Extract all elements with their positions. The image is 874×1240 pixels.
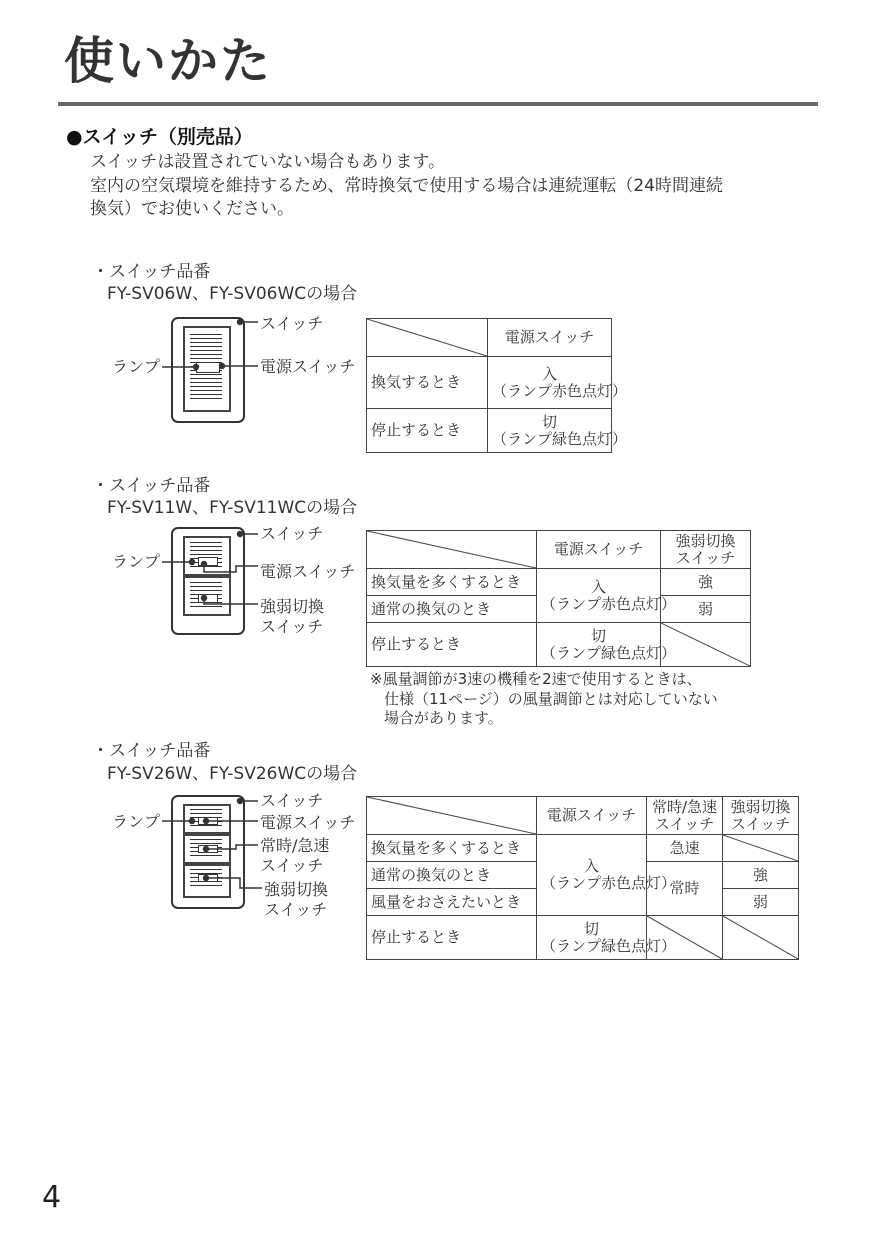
model-codes: FY-SV11W、FY-SV11WCの場合: [107, 498, 358, 518]
callout-rapid-switch: 常時/急速: [260, 836, 330, 855]
corner-cell: [367, 531, 537, 569]
header-rapid-switch: 常時/急速 スイッチ: [647, 797, 723, 835]
rapid-cell: 急速: [647, 835, 723, 862]
state-cell: 入 （ランプ赤色点灯）: [537, 835, 647, 916]
callout-switch: スイッチ: [260, 791, 324, 810]
page-title: 使いかた: [64, 32, 272, 90]
state-cell: 切 （ランプ緑色点灯）: [537, 623, 661, 667]
row-label: 停止するとき: [367, 409, 488, 453]
lamp-indicator: [198, 817, 218, 825]
row-label: 停止するとき: [367, 916, 537, 960]
page-number: 4: [42, 1180, 62, 1215]
title-divider: [58, 102, 818, 106]
note-line: 仕様（11ページ）の風量調節とは対応していない: [384, 690, 718, 708]
na-cell: [647, 916, 723, 960]
callout-power-switch: 電源スイッチ: [260, 357, 356, 376]
callout-lamp: ランプ: [112, 357, 161, 376]
row-label: 通常の換気のとき: [367, 862, 537, 889]
strength-cell: 強: [661, 569, 751, 596]
state-cell: 入 （ランプ赤色点灯）: [537, 569, 661, 623]
model-codes: FY-SV26W、FY-SV26WCの場合: [107, 764, 358, 784]
state-cell: 切 （ランプ緑色点灯）: [488, 409, 612, 453]
callout-strength-switch: 強弱切換: [260, 597, 325, 616]
callout-strength-switch: 強弱切換: [264, 880, 329, 899]
na-cell: [723, 835, 799, 862]
corner-cell: [367, 319, 488, 357]
header-power-switch: 電源スイッチ: [537, 531, 661, 569]
corner-cell: [367, 797, 537, 835]
intro-line: 室内の空気環境を維持するため、常時換気で使用する場合は連続運転（24時間連続: [90, 176, 723, 196]
model-label: ・スイッチ品番: [92, 741, 211, 761]
header-strength-switch: 強弱切換 スイッチ: [661, 531, 751, 569]
header-power-switch: 電源スイッチ: [488, 319, 612, 357]
model-label: ・スイッチ品番: [92, 476, 211, 496]
switch-table: [366, 796, 799, 960]
row-label: 換気量を多くするとき: [367, 569, 537, 596]
callout-power-switch: 電源スイッチ: [260, 562, 356, 581]
switch-table: [366, 530, 751, 667]
row-label: 停止するとき: [367, 623, 537, 667]
section-heading: ●スイッチ（別売品）: [66, 126, 253, 148]
intro-line: 換気）でお使いください。: [90, 199, 294, 219]
model-codes: FY-SV06W、FY-SV06WCの場合: [107, 284, 358, 304]
strength-cell: 強: [723, 862, 799, 889]
strength-cell: 弱: [661, 596, 751, 623]
note-line: ※風量調節が3速の機種を2速で使用するときは、: [370, 670, 702, 688]
callout-strength-switch-2: スイッチ: [264, 900, 328, 919]
model-label: ・スイッチ品番: [92, 262, 211, 282]
callout-strength-switch-2: スイッチ: [260, 617, 324, 636]
na-cell: [723, 916, 799, 960]
callout-lamp: ランプ: [112, 812, 161, 831]
intro-line: スイッチは設置されていない場合もあります。: [90, 152, 445, 172]
lamp-indicator: [198, 557, 218, 566]
strength-cell: 弱: [723, 889, 799, 916]
row-label: 風量をおさえたいとき: [367, 889, 537, 916]
constant-cell: 常時: [647, 862, 723, 916]
callout-switch: スイッチ: [260, 314, 324, 333]
callout-switch: スイッチ: [260, 524, 324, 543]
switch-table: [366, 318, 628, 453]
row-label: 換気量を多くするとき: [367, 835, 537, 862]
header-power-switch: 電源スイッチ: [537, 797, 647, 835]
na-cell: [661, 623, 751, 667]
callout-rapid-switch-2: スイッチ: [260, 856, 324, 875]
callout-lamp: ランプ: [112, 552, 161, 571]
row-label: 換気するとき: [367, 357, 488, 409]
state-cell: 切 （ランプ緑色点灯）: [537, 916, 647, 960]
note-line: 場合があります。: [384, 709, 503, 727]
callout-power-switch: 電源スイッチ: [260, 813, 356, 832]
lamp-indicator: [196, 362, 220, 373]
row-label: 通常の換気のとき: [367, 596, 537, 623]
header-strength-switch: 強弱切換 スイッチ: [723, 797, 799, 835]
state-cell: 入 （ランプ赤色点灯）: [488, 357, 612, 409]
